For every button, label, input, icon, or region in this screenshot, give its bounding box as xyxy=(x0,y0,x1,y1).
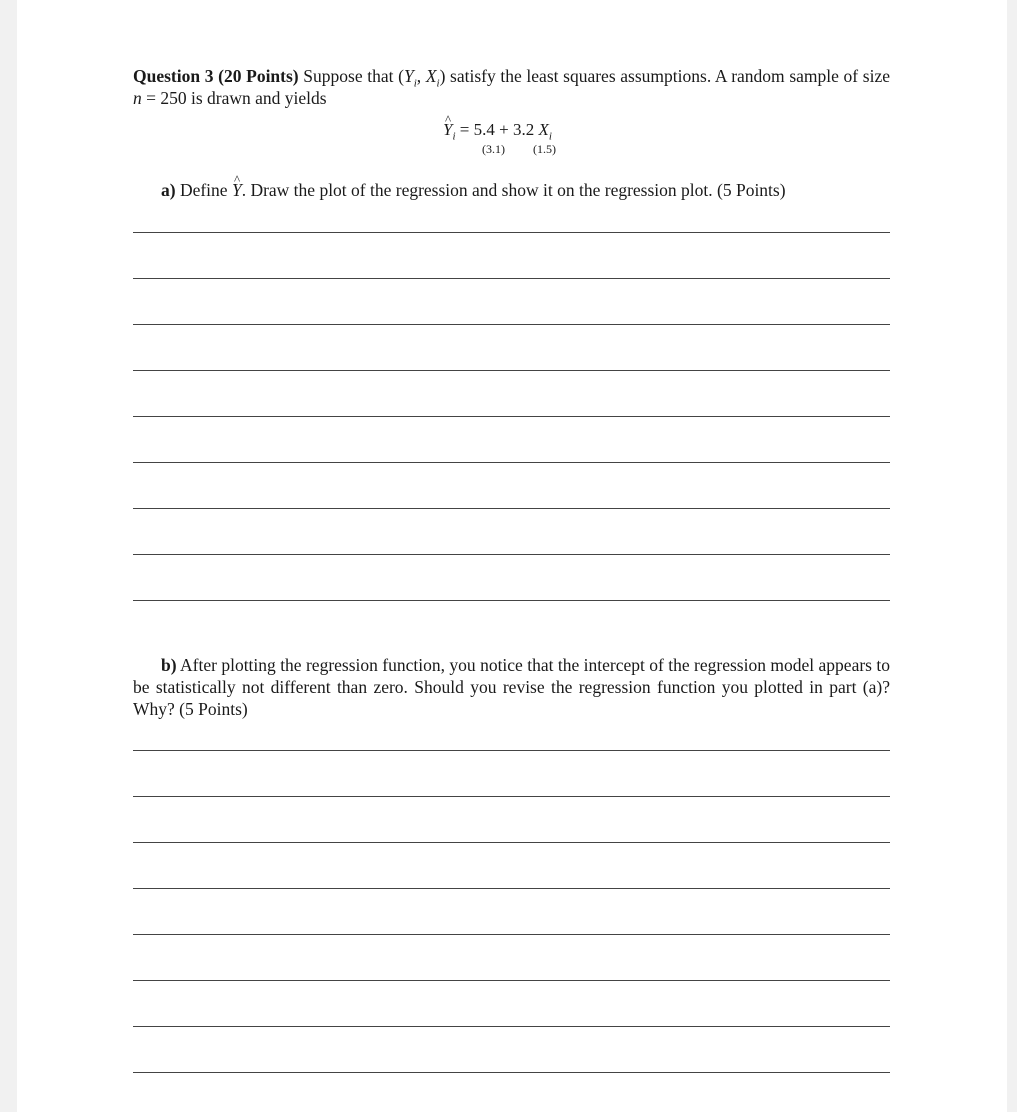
answer-line[interactable] xyxy=(133,1072,890,1073)
part-b-text: After plotting the regression function, you notice that the intercept of the regression model appears to be statistically not different than zero. Should you revise the regression function you plotted in part (a)? Why? (5 Points) xyxy=(133,655,890,719)
intercept-standard-error: (3.1) xyxy=(482,142,505,156)
equation-lhs-sub: i xyxy=(452,130,456,143)
answer-line[interactable] xyxy=(133,888,890,889)
answer-line[interactable] xyxy=(133,842,890,843)
answer-line[interactable] xyxy=(133,462,890,463)
answer-line[interactable] xyxy=(133,600,890,601)
equation-lhs: ^ Y xyxy=(443,119,452,141)
part-a-text-2: . Draw the plot of the regression and show it on the regression plot. (5 Points) xyxy=(241,180,786,200)
part-b-prompt xyxy=(133,654,890,720)
question-block xyxy=(133,65,890,200)
answer-line[interactable] xyxy=(133,508,890,509)
answer-line[interactable] xyxy=(133,232,890,233)
answer-line[interactable] xyxy=(133,278,890,279)
equation-rhs: = 5.4 + 3.2 xyxy=(455,120,539,139)
answer-line[interactable] xyxy=(133,750,890,751)
answer-line[interactable] xyxy=(133,980,890,981)
question-intro xyxy=(133,65,890,109)
part-a-yhat: ^ Y xyxy=(232,179,242,201)
sub-i-y: i xyxy=(413,77,417,90)
sub-i-x: i xyxy=(436,77,440,90)
part-a-text-1: Define xyxy=(175,180,232,200)
var-n: n xyxy=(133,88,142,108)
intro-text-3: = 250 is drawn and yields xyxy=(141,88,327,108)
intro-comma: , xyxy=(416,66,426,86)
answer-line[interactable] xyxy=(133,370,890,371)
answer-line[interactable] xyxy=(133,1026,890,1027)
document-page xyxy=(17,0,1007,1112)
regression-equation xyxy=(133,119,890,155)
answer-line[interactable] xyxy=(133,796,890,797)
part-a-label: a) xyxy=(161,180,176,200)
question-heading: Question 3 (20 Points) xyxy=(133,66,299,86)
var-y: Y xyxy=(403,66,414,86)
answer-line[interactable] xyxy=(133,934,890,935)
intro-text-2: ) satisfy the least squares assumptions. A random sample of size xyxy=(439,66,890,86)
var-x: X xyxy=(425,66,437,86)
part-b-label: b) xyxy=(161,655,177,675)
intro-text-1: Suppose that ( xyxy=(298,66,404,86)
equation-x-sub: i xyxy=(548,130,552,143)
slope-standard-error: (1.5) xyxy=(533,142,556,156)
part-a-prompt xyxy=(161,179,890,201)
answer-line[interactable] xyxy=(133,324,890,325)
answer-line[interactable] xyxy=(133,554,890,555)
equation-x-var: X xyxy=(538,120,549,139)
answer-line[interactable] xyxy=(133,416,890,417)
